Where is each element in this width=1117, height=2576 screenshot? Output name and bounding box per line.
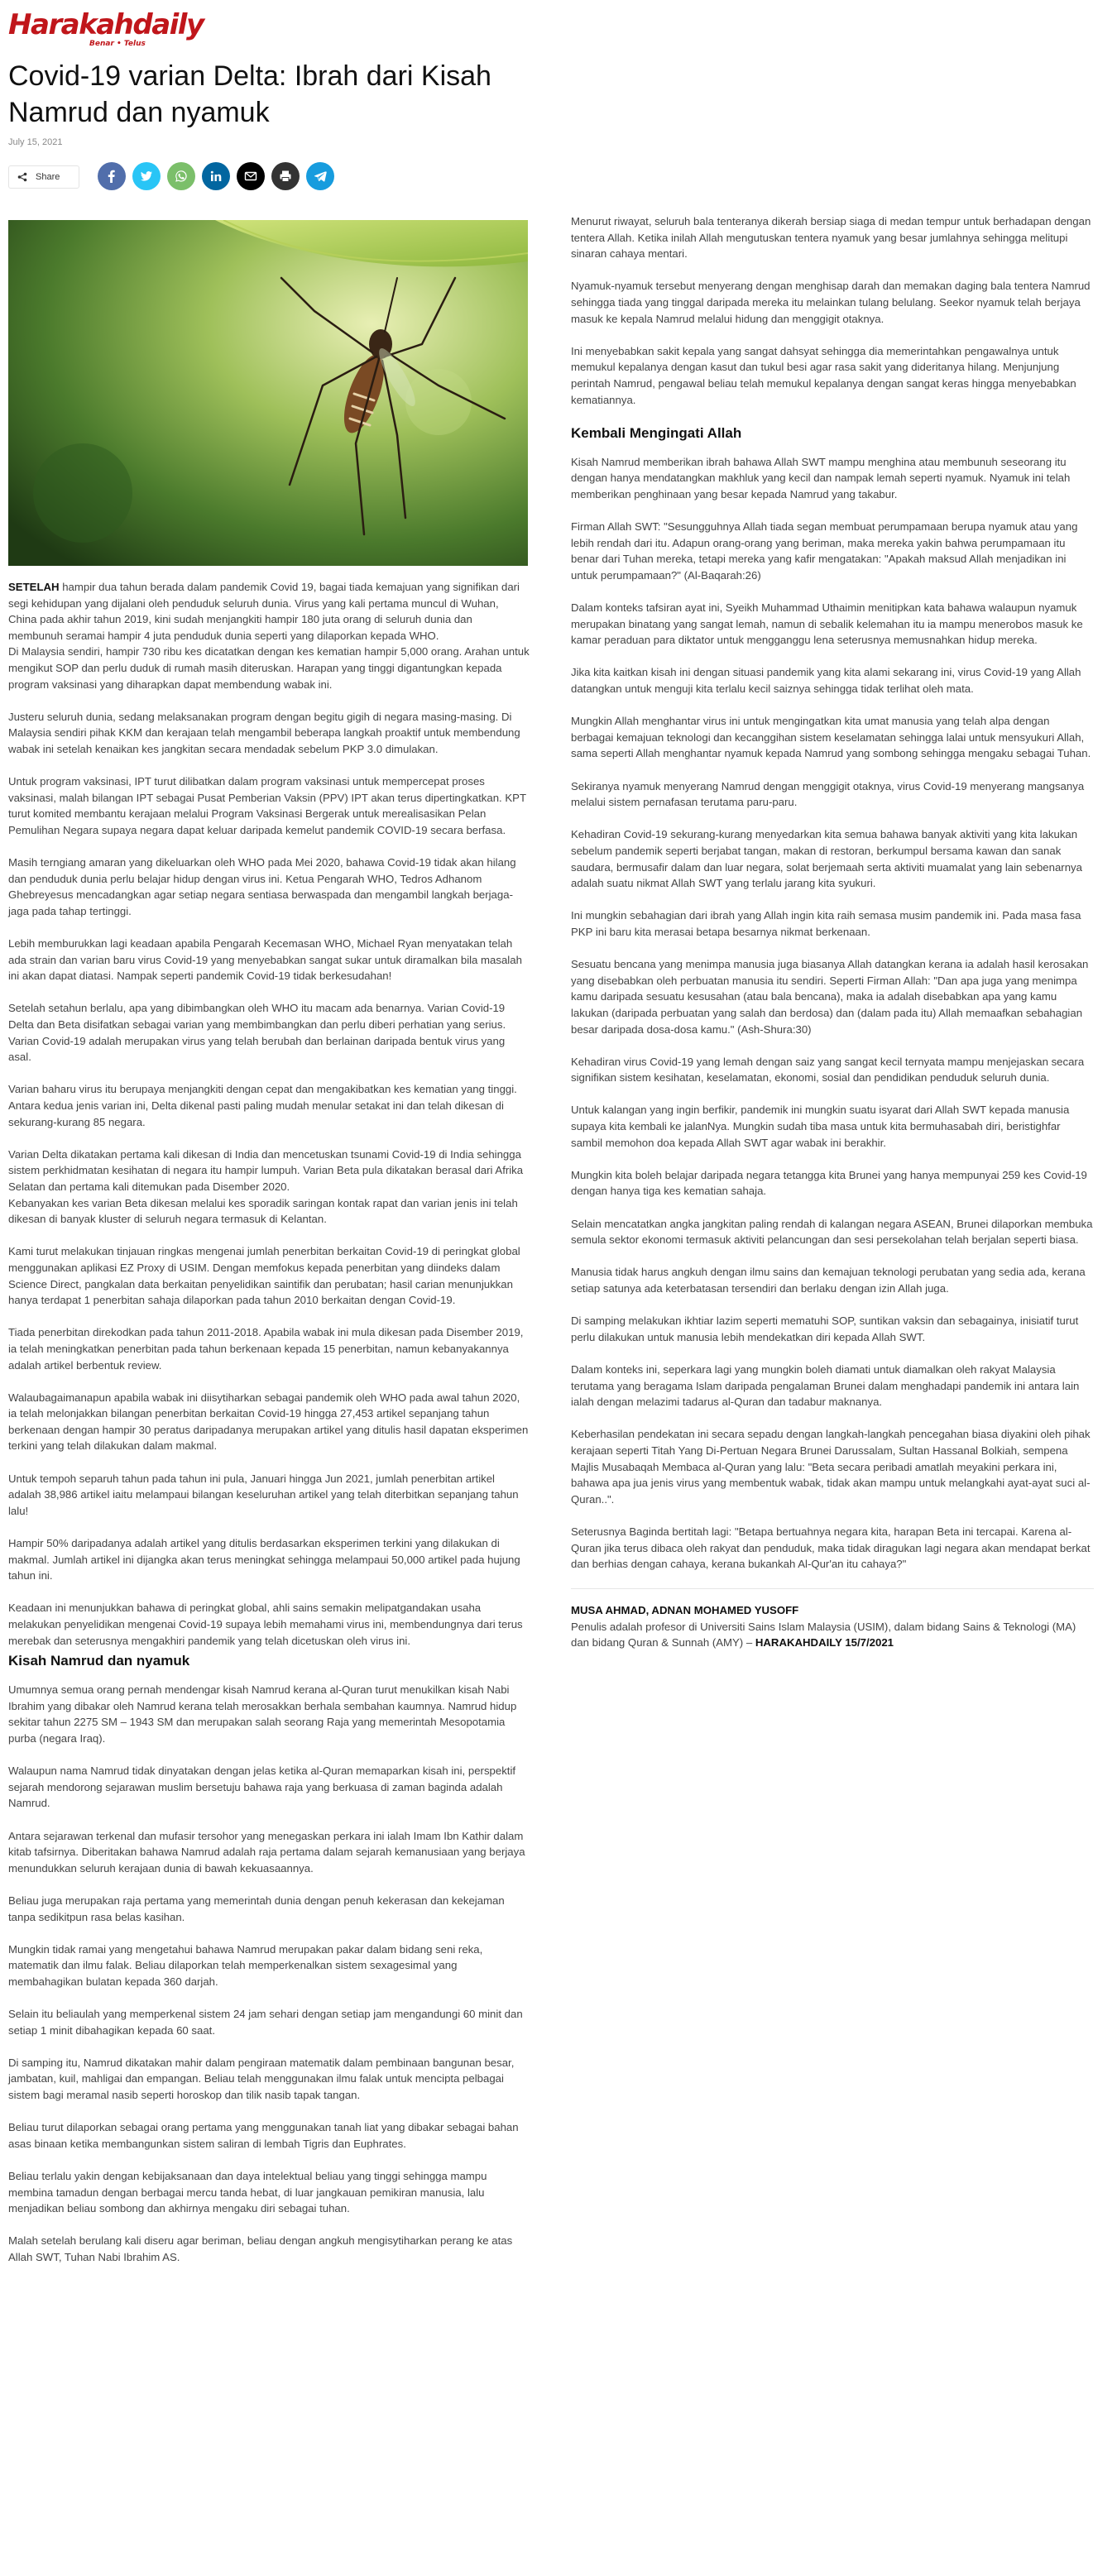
paragraph: Lebih memburukkan lagi keadaan apabila Pengarah Kecemasan WHO, Michael Ryan menyatakan telah ada strain dan varian baru virus Covid-19 yang menyebabkan sangat sukar untuk diramalkan bila masalah ini akan dapat diatasi. Nampak seperti pandemik Covid-19 tidak berkesudahan! bbox=[8, 937, 522, 983]
share-label: Share bbox=[36, 172, 60, 182]
paragraph: Kami turut melakukan tinjauan ringkas mengenai jumlah penerbitan berkaitan Covid-19 di peringkat global menggunakan aplikasi EZ Proxy di USIM. Dengan memfokus kepada penerbitan yang diindeks dalam Science Direct, pangkalan data berkaitan penyelidikan saintifik dan perubatan; hasil carian menunjukkan hanya terdapat 1 penerbitan sahaja dilaporkan pada tahun 2010 berkaitan dengan Covid-19. bbox=[8, 1245, 520, 1307]
paragraph: Beliau juga merupakan raja pertama yang memerintah dunia dengan penuh kekerasan dan kekejaman tanpa sedikitpun rasa belas kasihan. bbox=[8, 1894, 505, 1923]
author-source: HARAKAHDAILY 15/7/2021 bbox=[755, 1636, 894, 1650]
paragraph: SETELAH hampir dua tahun berada dalam pandemik Covid 19, bagai tiada kemajuan yang signifikan dari segi kehidupan yang dijalani oleh penduduk seluruh dunia. Virus yang kali pertama muncul di Wuhan, China pada akhir tahun 2019, kini sudah menjangkiti hampir 180 juta orang di seluruh dunia dan membunuh seramai hampir 4 juta penduduk dunia seperti yang dilaporkan kepada WHO. bbox=[8, 581, 520, 642]
print-button[interactable] bbox=[271, 162, 300, 190]
paragraph: Untuk program vaksinasi, IPT turut dilibatkan dalam program vaksinasi untuk mempercepat proses vaksinasi, malah bilangan IPT sebagai Pusat Pemberian Vaksin (PPV) IPT akan terus dipertingkatkan. KPT turut komited membantu kerajaan melalui Program Vaksinasi Bergerak untuk merealisasikan Pelan Pemulihan Negara supaya negara dapat keluar daripada kemelut pandemik COVID-19 secara berfasa. bbox=[8, 775, 526, 836]
author-name: MUSA AHMAD, ADNAN MOHAMED YUSOFF bbox=[571, 1604, 799, 1617]
paragraph: Menurut riwayat, seluruh bala tenteranya dikerah bersiap siaga di medan tempur untuk berhadapan dengan tentera Allah. Ketika inilah Allah mengutuskan tentera nyamuk yang besar jumlahnya sehingga melitupi sinaran cahaya mentari. bbox=[571, 215, 1091, 261]
paragraph: Di samping melakukan ikhtiar lazim seperti mematuhi SOP, suntikan vaksin dan sebagainya, inisiatif turut perlu dilakukan untuk manusia lebih mendekatkan diri kepada Allah SWT. bbox=[571, 1314, 1079, 1343]
paragraph: Walaubagaimanapun apabila wabak ini diisytiharkan sebagai pandemik oleh WHO pada awal tahun 2020, ia telah melonjakkan bilangan penerbitan berkaitan Covid-19 hingga 27,453 artikel sepanjang tahun berkenaan dengan hampir 30 peratus daripadanya merupakan artikel yang ditulis hasil dapatan eksperimen terkini yang telah dilakukan dalam makmal. bbox=[8, 1391, 529, 1453]
paragraph: Dalam konteks ini, seperkara lagi yang mungkin boleh diamati untuk diamalkan oleh rakyat Malaysia terutama yang beragama Islam daripada pengalaman Brunei dalam menghadapi pandemik ini antara lain ialah dengan melazimi tadarus al-Quran dan tadabur maknanya. bbox=[571, 1362, 1080, 1409]
site-logo[interactable] bbox=[8, 10, 204, 51]
paragraph: Ini menyebabkan sakit kepala yang sangat dahsyat sehingga dia memerintahkan pengawalnya untuk memukul kepalanya dengan kasut dan tukul besi agar rasa sakit yang dideritanya hilang. Menjunjung perintah Namrud, pengawal beliau telah memukul kepalanya dengan sangat keras hingga menyebabkan kematiannya. bbox=[571, 344, 1076, 406]
print-icon bbox=[279, 170, 292, 183]
paragraph: Di samping itu, Namrud dikatakan mahir dalam pengiraan matematik dalam pembinaan bangunan besar, jambatan, kuil, mahligai dan empangan. Beliau telah menggunakan ilmu falak untuk mencipta pelbagai sistem bagi meramal nasib seperti horoskop dan tilik nasib tapak tangan. bbox=[8, 2056, 515, 2102]
paragraph: Nyamuk-nyamuk tersebut menyerang dengan menghisap darah dan memakan daging bala tentera Namrud sehingga tiada yang tinggal daripada mereka itu melainkan tulang belulang. Seekor nyamuk telah berjaya masuk ke kepala Namrud melalui hidung dan menggigit otaknya. bbox=[571, 280, 1091, 325]
paragraph: Keadaan ini menunjukkan bahawa di peringkat global, ahli sains semakin melipatgandakan usaha melakukan penyelidikan mengenai Covid-19 supaya lebih memahami virus ini, membendungnya dari terus merebak dan seterusnya mengakhiri pandemik yang telah dicetuskan oleh virus ini. bbox=[8, 1602, 523, 1647]
paragraph: Selain itu beliaulah yang memperkenal sistem 24 jam sehari dengan setiap jam mengandungi 60 minit dan setiap 1 minit dibahagikan kepada 60 saat. bbox=[8, 2008, 523, 2037]
paragraph: Beliau turut dilaporkan sebagai orang pertama yang menggunakan tanah liat yang dibakar sebagai bahan asas binaan ketika membangunkan sistem saliran di lembah Tigris dan Euphrates. bbox=[8, 2121, 519, 2150]
email-share-button[interactable] bbox=[237, 162, 265, 190]
paragraph: Umumnya semua orang pernah mendengar kisah Namrud kerana al-Quran turut menukilkan kisah Nabi Ibrahim yang dibakar oleh Namrud kerana telah merosakkan berhala sembahan kaumnya. Namrud hidup sekitar tahun 2275 SM – 1943 SM dan merupakan salah seorang Raja yang memerintah Mesopotamia purba (negara Iraq). bbox=[8, 1683, 517, 1745]
mosquito-photo bbox=[8, 220, 528, 566]
section-heading-kisah: Kisah Namrud dan nyamuk bbox=[8, 1653, 190, 1669]
paragraph: Ini mungkin sebahagian dari ibrah yang Allah ingin kita raih semasa musim pandemik ini. Pada masa fasa PKP ini baru kita merasai betapa besarnya nikmat berkenaan. bbox=[571, 909, 1081, 938]
paragraph: Hampir 50% daripadanya adalah artikel yang ditulis berdasarkan eksperimen terkini yang dilakukan di makmal. Jumlah artikel ini dijangka akan terus meningkat sehingga melampaui 50,000 artikel pada hujung tahun ini. bbox=[8, 1537, 520, 1582]
whatsapp-share-button[interactable] bbox=[167, 162, 195, 190]
logo-tagline: Benar • Telus bbox=[89, 40, 146, 48]
article-body-right bbox=[571, 213, 1094, 1651]
paragraph: Dalam konteks tafsiran ayat ini, Syeikh Muhammad Uthaimin menitipkan kata bahawa walaupun nyamuk merupakan binatang yang sangat lemah, namun di sebalik kelemahan itu ia mampu menerobos masuk ke kamar peraduan para diktator untuk mengganggu lena seterusnya memusnahkan hidup mereka. bbox=[571, 601, 1083, 647]
telegram-icon bbox=[314, 170, 327, 183]
share-button[interactable] bbox=[8, 165, 79, 189]
paragraph: Sekiranya nyamuk menyerang Namrud dengan menggigit otaknya, virus Covid-19 menyerang mangsanya melalui sistem pernafasan terutama paru-paru. bbox=[571, 779, 1085, 809]
paragraph: Di Malaysia sendiri, hampir 730 ribu kes dicatatkan dengan kes kematian hampir 5,000 orang. Arahan untuk mengikut SOP dan perlu duduk di rumah masih diteruskan. Harapan yang tinggi digantungkan kepada program vaksinasi yang diharapkan dapat membendung wabak ini. bbox=[8, 645, 530, 691]
author-bio: Penulis adalah profesor di Universiti Sains Islam Malaysia (USIM), dalam bidang Sains & Teknologi (MA) dan bidang Quran & Sunnah (AMY) – HARAKAHDAILY 15/7/2021 bbox=[571, 1620, 1076, 1650]
logo-text: Harakahdaily bbox=[8, 8, 204, 41]
author-block bbox=[571, 1588, 1094, 1651]
whatsapp-icon bbox=[175, 170, 188, 183]
facebook-share-button[interactable] bbox=[98, 162, 126, 190]
paragraph: Tiada penerbitan direkodkan pada tahun 2011-2018. Apabila wabak ini mula dikesan pada Disember 2019, ia telah meningkatkan penerbitan pada tahun berkenaan kepada 15 penerbitan, namun kebanyakannya adalah artikel berbentuk review. bbox=[8, 1326, 524, 1372]
paragraph: Kebanyakan kes varian Beta dikesan melalui kes sporadik saringan kontak rapat dan varian jenis ini telah dikesan di banyak kluster di seluruh negara termasuk di Kelantan. bbox=[8, 1196, 518, 1226]
article-date: July 15, 2021 bbox=[8, 137, 63, 147]
paragraph: Untuk tempoh separuh tahun pada tahun ini pula, Januari hingga Jun 2021, jumlah penerbitan artikel adalah 38,986 artikel iaitu melampaui bilangan keseluruhan artikel yang telah diterbitkan sepanjang tahun lalu! bbox=[8, 1472, 519, 1517]
paragraph: Selain mencatatkan angka jangkitan paling rendah di kalangan negara ASEAN, Brunei dilaporkan membuka semula sektor ekonomi termasuk aktiviti pelancungan dan sesi persekolahan telah berjalan seperti biasa. bbox=[571, 1217, 1093, 1247]
paragraph: Firman Allah SWT: "Sesungguhnya Allah tiada segan membuat perumpamaan berupa nyamuk atau yang lebih rendah dari itu. Adapun orang-orang yang beriman, maka mereka yakin bahwa perumpamaan itu benar dari Tuhan mereka, tetapi mereka yang kafir mengatakan: "Apakah maksud Allah menjadikan ini untuk perumpamaan?" (Al-Baqarah:26) bbox=[571, 520, 1078, 582]
paragraph: Sesuatu bencana yang menimpa manusia juga biasanya Allah datangkan kerana ia adalah hasil kerosakan yang disebabkan oleh perbuatan manusia itu sendiri. Seperti Firman Allah: "Dan apa juga yang menimpa kamu daripada sesuatu kesusahan (atau bala bencana), maka ia adalah disebabkan apa yang kamu lakukan (daripada perbuatan yang salah dan berdosa) dan (dalam pada itu) Allah memaafkan sebahagian besar daripada dosa-dosa kamu." (Ash-Shura:30) bbox=[571, 958, 1089, 1036]
paragraph: Varian baharu virus itu berupaya menjangkiti dengan cepat dan mengakibatkan kes kematian yang tinggi. Antara kedua jenis varian ini, Delta dikenal pasti paling mudah menular setakat ini dan telah dikesan di sekurang-kurang 85 negara. bbox=[8, 1083, 517, 1128]
paragraph: Walaupun nama Namrud tidak dinyatakan dengan jelas ketika al-Quran memaparkan kisah ini, perspektif sejarah mendorong sejarawan muslim bersetuju bahawa raja yang berkuasa di zaman baginda adalah Namrud. bbox=[8, 1764, 516, 1810]
paragraph: Keberhasilan pendekatan ini secara sepadu dengan langkah-langkah pencegahan biasa diyakini oleh pihak kerajaan seperti Titah Yang Di-Pertuan Negara Brunei Darussalam, Sultan Hassanal Bolkiah, sempena Majlis Musabaqah Membaca al-Quran yang lalu: "Beta secara peribadi amatlah meyakini perkara ini, bahawa apa jua jenis virus yang membentuk wabak, tidak akan mampu untuk melangkahi ayat-ayat suci al-Quran..". bbox=[571, 1428, 1091, 1506]
hero-image bbox=[8, 220, 528, 566]
paragraph: Masih terngiang amaran yang dikeluarkan oleh WHO pada Mei 2020, bahawa Covid-19 tidak akan hilang dan penduduk dunia perlu belajar hidup dengan virus ini. Ketua Pengarah WHO, Tedros Adhanom Ghebreyesus mencadangkan agar setiap negara sentiasa berwaspada dan mengambil langkah berjaga-jaga pada tahap tertinggi. bbox=[8, 856, 516, 917]
paragraph: Mungkin Allah menghantar virus ini untuk mengingatkan kita umat manusia yang telah alpa dengan berbagai kemajuan teknologi dan kecanggihan sistem keselamatan sehingga lalai untuk mensyukuri Allah, sama seperti Allah menghantar nyamuk kepada Namrud yang sombong sehingga mengaku sebagai Tuhan. bbox=[571, 715, 1091, 760]
paragraph: Antara sejarawan terkenal dan mufasir tersohor yang menegaskan perkara ini ialah Imam Ibn Kathir dalam kitab tafsirnya. Diberitakan bahawa Namrud adalah raja pertama dalam sejarah kemanusiaan yang berjaya menundukkan seluruh kerajaan dunia di bawah kekuasaannya. bbox=[8, 1829, 525, 1875]
email-icon bbox=[244, 170, 257, 183]
paragraph: Mungkin kita boleh belajar daripada negara tetangga kita Brunei yang hanya mempunyai 259 kes Covid-19 dengan hanya tiga kes kematian sahaja. bbox=[571, 1168, 1087, 1198]
twitter-share-button[interactable] bbox=[132, 162, 161, 190]
share-icon bbox=[17, 172, 27, 182]
paragraph: Beliau terlalu yakin dengan kebijaksanaan dan daya intelektual beliau yang tinggi sehingga mampu membina tamadun dengan berbagai mercu tanda hebat, di luar jangkauan pemikiran manusia, lalu menjadikan beliau sombong dan akhirnya mengaku diri sebagai tuhan. bbox=[8, 2170, 487, 2215]
paragraph: Manusia tidak harus angkuh dengan ilmu sains dan kemajuan teknologi perubatan yang sedia ada, kerana setiap satunya ada keterbatasan tersendiri dan berlaku dengan izin Allah juga. bbox=[571, 1266, 1086, 1295]
paragraph: Jika kita kaitkan kisah ini dengan situasi pandemik yang kita alami sekarang ini, virus Covid-19 yang Allah datangkan untuk menguji kita terlalu kecil saiznya sehingga tidak terlihat oleh mata. bbox=[571, 666, 1081, 696]
paragraph: Justeru seluruh dunia, sedang melaksanakan program dengan begitu gigih di negara masing-masing. Di Malaysia sendiri pihak KKM dan kerajaan telah mengambil beberapa langkah proaktif untuk membendung wabak ini setelah kenaikan kes jangkitan secara mendadak sebelum PKP 3.0 dimulakan. bbox=[8, 710, 520, 755]
lead-word: SETELAH bbox=[8, 581, 60, 593]
paragraph: Mungkin tidak ramai yang mengetahui bahawa Namrud merupakan pakar dalam bidang seni reka, matematik dan ilmu falak. Beliau dilaporkan telah memperkenalkan sistem sexagesimal yang membahagikan bulatan kepada 360 darjah. bbox=[8, 1942, 483, 1988]
section-heading-kembali: Kembali Mengingati Allah bbox=[571, 424, 742, 441]
telegram-share-button[interactable] bbox=[306, 162, 334, 190]
paragraph: Untuk kalangan yang ingin berfikir, pandemik ini mungkin suatu isyarat dari Allah SWT kepada manusia supaya kita kembali ke jalanNya. Mungkin sudah tiba masa untuk kita bermuhasabah diri, beristighfar sambil memohon doa kepada Allah SWT agar wabak ini berakhir. bbox=[571, 1104, 1070, 1149]
article-body-left bbox=[8, 579, 530, 2266]
facebook-icon bbox=[105, 170, 118, 183]
article-title: Covid-19 varian Delta: Ibrah dari Kisah Namrud dan nyamuk bbox=[8, 60, 491, 128]
linkedin-icon bbox=[209, 170, 223, 183]
paragraph: Seterusnya Baginda bertitah lagi: "Betapa bertuahnya negara kita, harapan Beta ini tercapai. Karena al-Quran jika terus dibaca oleh rakyat dan penduduk, maka tidak diragukan lagi negara akan mendapat berkat dan berhias dengan cahaya, kerana bukankah Al-Qur'an itu cahaya?" bbox=[571, 1525, 1091, 1571]
paragraph: Kisah Namrud memberikan ibrah bahawa Allah SWT mampu menghina atau membunuh seseorang itu dengan hanya mendatangkan makhluk yang kecil dan nampak lemah seperti nyamuk. Nyamuk ini telah memberikan penghinaan yang besar kepada Namrud yang takabur. bbox=[571, 455, 1071, 500]
twitter-icon bbox=[140, 170, 153, 183]
paragraph: Malah setelah berulang kali diseru agar beriman, beliau dengan angkuh mengisytiharkan perang ke atas Allah SWT, Tuhan Nabi Ibrahim AS. bbox=[8, 2234, 513, 2263]
paragraph: Kehadiran virus Covid-19 yang lemah dengan saiz yang sangat kecil ternyata mampu menjejaskan secara signifikan sistem kesihatan, keselamatan, ekonomi, sosial dan pendidikan penduduk seluruh dunia. bbox=[571, 1055, 1085, 1085]
paragraph: Setelah setahun berlalu, apa yang dibimbangkan oleh WHO itu macam ada benarnya. Varian Covid-19 Delta dan Beta disifatkan sebagai varian yang membimbangkan dan perlu diberi perhatian yang serius. Varian Covid-19 adalah merupakan virus yang telah berubah dan berlainan daripada bentuk virus yang asal. bbox=[8, 1002, 506, 1064]
paragraph: Varian Delta dikatakan pertama kali dikesan di India dan mencetuskan tsunami Covid-19 di India sehingga sistem perkhidmatan kesihatan di negara itu hampir lumpuh. Varian Beta pula dikatakan berasal dari Afrika Selatan dan pertama kali ditemukan pada Disember 2020. bbox=[8, 1147, 524, 1193]
paragraph: Kehadiran Covid-19 sekurang-kurang menyedarkan kita semua bahawa banyak aktiviti yang kita lakukan sebelum pandemik seperti berjabat tangan, makan di restoran, berkumpul bersama kawan dan sanak saudara, bermusafir dalam dan luar negara, solat berjemaah serta aktiviti muamalat yang lain sebenarnya adalah suatu nikmat Allah SWT yang terlalu jarang kita syukuri. bbox=[571, 828, 1082, 890]
linkedin-share-button[interactable] bbox=[202, 162, 230, 190]
